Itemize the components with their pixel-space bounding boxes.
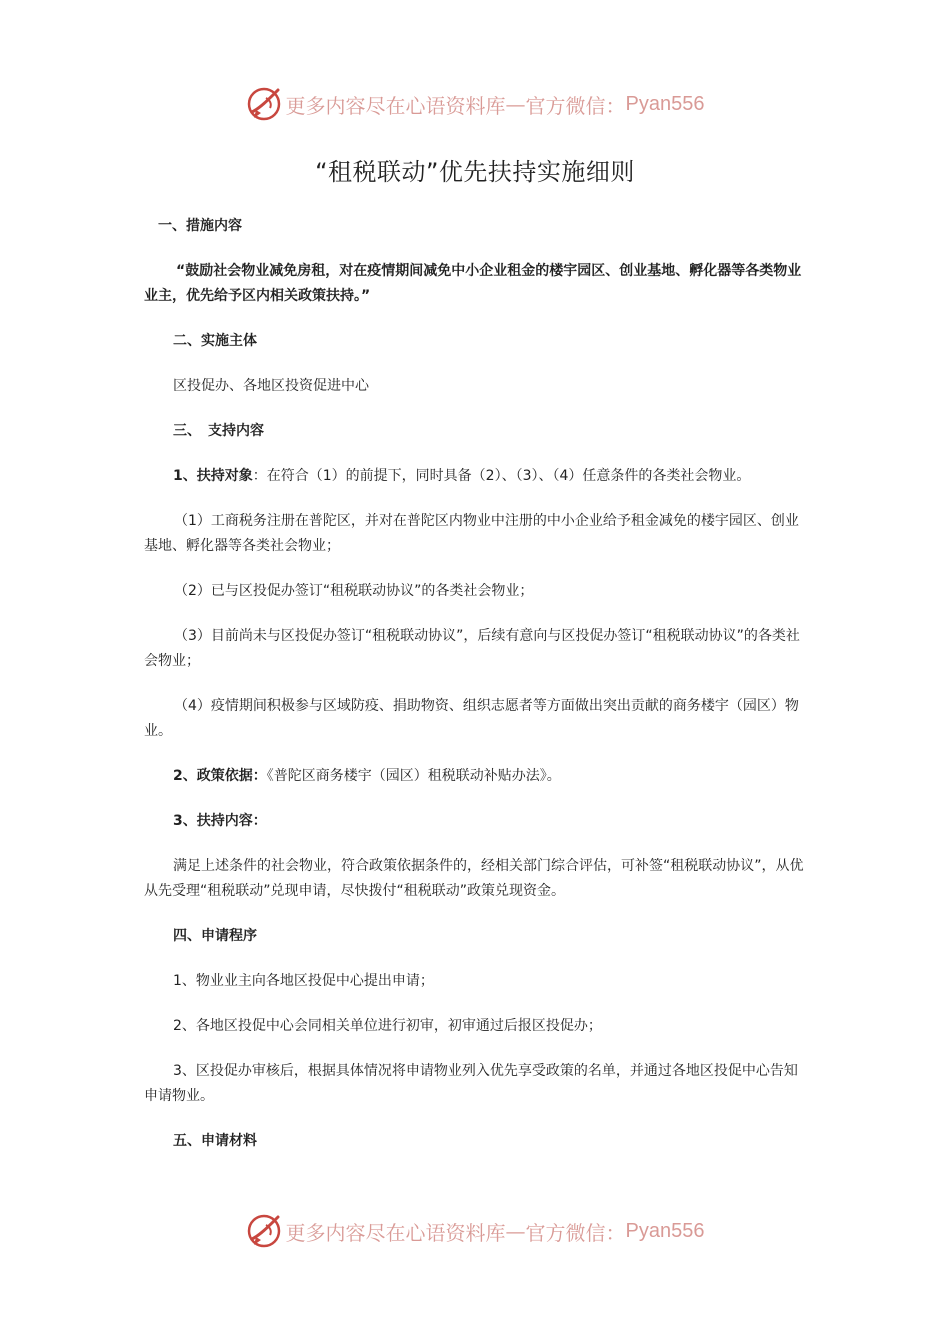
condition-3: （3）目前尚未与区投促办签订“租税联动协议”，后续有意向与区投促办签订“租税联动协议”的各类社会物业；	[144, 628, 800, 669]
item1-text: ：在符合（1）的前提下，同时具备（2）、（3）、（4）任意条件的各类社会物业。	[252, 468, 751, 484]
item2	[144, 764, 809, 789]
item1	[144, 464, 809, 489]
item2-label: 2、政策依据：	[173, 768, 267, 784]
section1-quote: “鼓励社会物业减免房租，对在疫情期间减免中小企业租金的楼宇园区、创业基地、孵化器等各类物业业主，优先给予区内相关政策扶持。”	[144, 263, 802, 304]
section3-heading: 三、 支持内容	[173, 423, 264, 439]
section2-text: 区投促办、各地区投资促进中心	[173, 378, 369, 394]
quill-logo-icon	[246, 1213, 282, 1249]
banner-separator: —	[505, 92, 526, 116]
condition-4: （4）疫情期间积极参与区域防疫、捐助物资、组织志愿者等方面做出突出贡献的商务楼宇（园区）物业。	[144, 698, 799, 739]
item3-label: 3、扶持内容：	[173, 813, 267, 829]
step-1: 1、物业业主向各地区投促中心提出申请；	[173, 973, 434, 989]
section1-heading: 一、措施内容	[158, 218, 242, 234]
banner-separator: —	[505, 1219, 526, 1243]
banner-promo-text: 更多内容尽在心语资料库	[285, 93, 506, 118]
banner-label: 官方微信：	[525, 1220, 626, 1245]
condition-1: （1）工商税务注册在普陀区，并对在普陀区内物业中注册的中小企业给予租金减免的楼宇园区、创业基地、孵化器等各类社会物业；	[144, 513, 799, 554]
quill-logo-icon	[246, 86, 282, 122]
header-banner	[0, 82, 950, 126]
step-3: 3、区投促办审核后，根据具体情况将申请物业列入优先享受政策的名单，并通过各地区投促中心告知申请物业。	[144, 1063, 798, 1104]
condition-2: （2）已与区投促办签订“租税联动协议”的各类社会物业；	[174, 583, 534, 599]
document-title: “租税联动”优先扶持实施细则	[315, 158, 635, 186]
item1-label: 1、扶持对象	[173, 468, 253, 484]
section5-heading: 五、申请材料	[173, 1133, 257, 1149]
banner-account: Pyan556	[625, 1219, 705, 1242]
item3-text: 满足上述条件的社会物业，符合政策依据条件的，经相关部门综合评估，可补签“租税联动协议”，从优从先受理“租税联动”兑现申请，尽快拨付“租税联动”政策兑现资金。	[144, 858, 804, 899]
item2-text: 《普陀区商务楼宇（园区）租税联动补贴办法》。	[266, 768, 561, 784]
banner-account: Pyan556	[625, 92, 705, 115]
document-body	[144, 214, 809, 1154]
banner-promo-text: 更多内容尽在心语资料库	[285, 1220, 506, 1245]
step-2: 2、各地区投促中心会同相关单位进行初审，初审通过后报区投促办；	[173, 1018, 602, 1034]
footer-banner	[0, 1209, 950, 1253]
banner-label: 官方微信：	[525, 93, 626, 118]
section4-heading: 四、申请程序	[173, 928, 257, 944]
section2-heading: 二、实施主体	[173, 333, 257, 349]
